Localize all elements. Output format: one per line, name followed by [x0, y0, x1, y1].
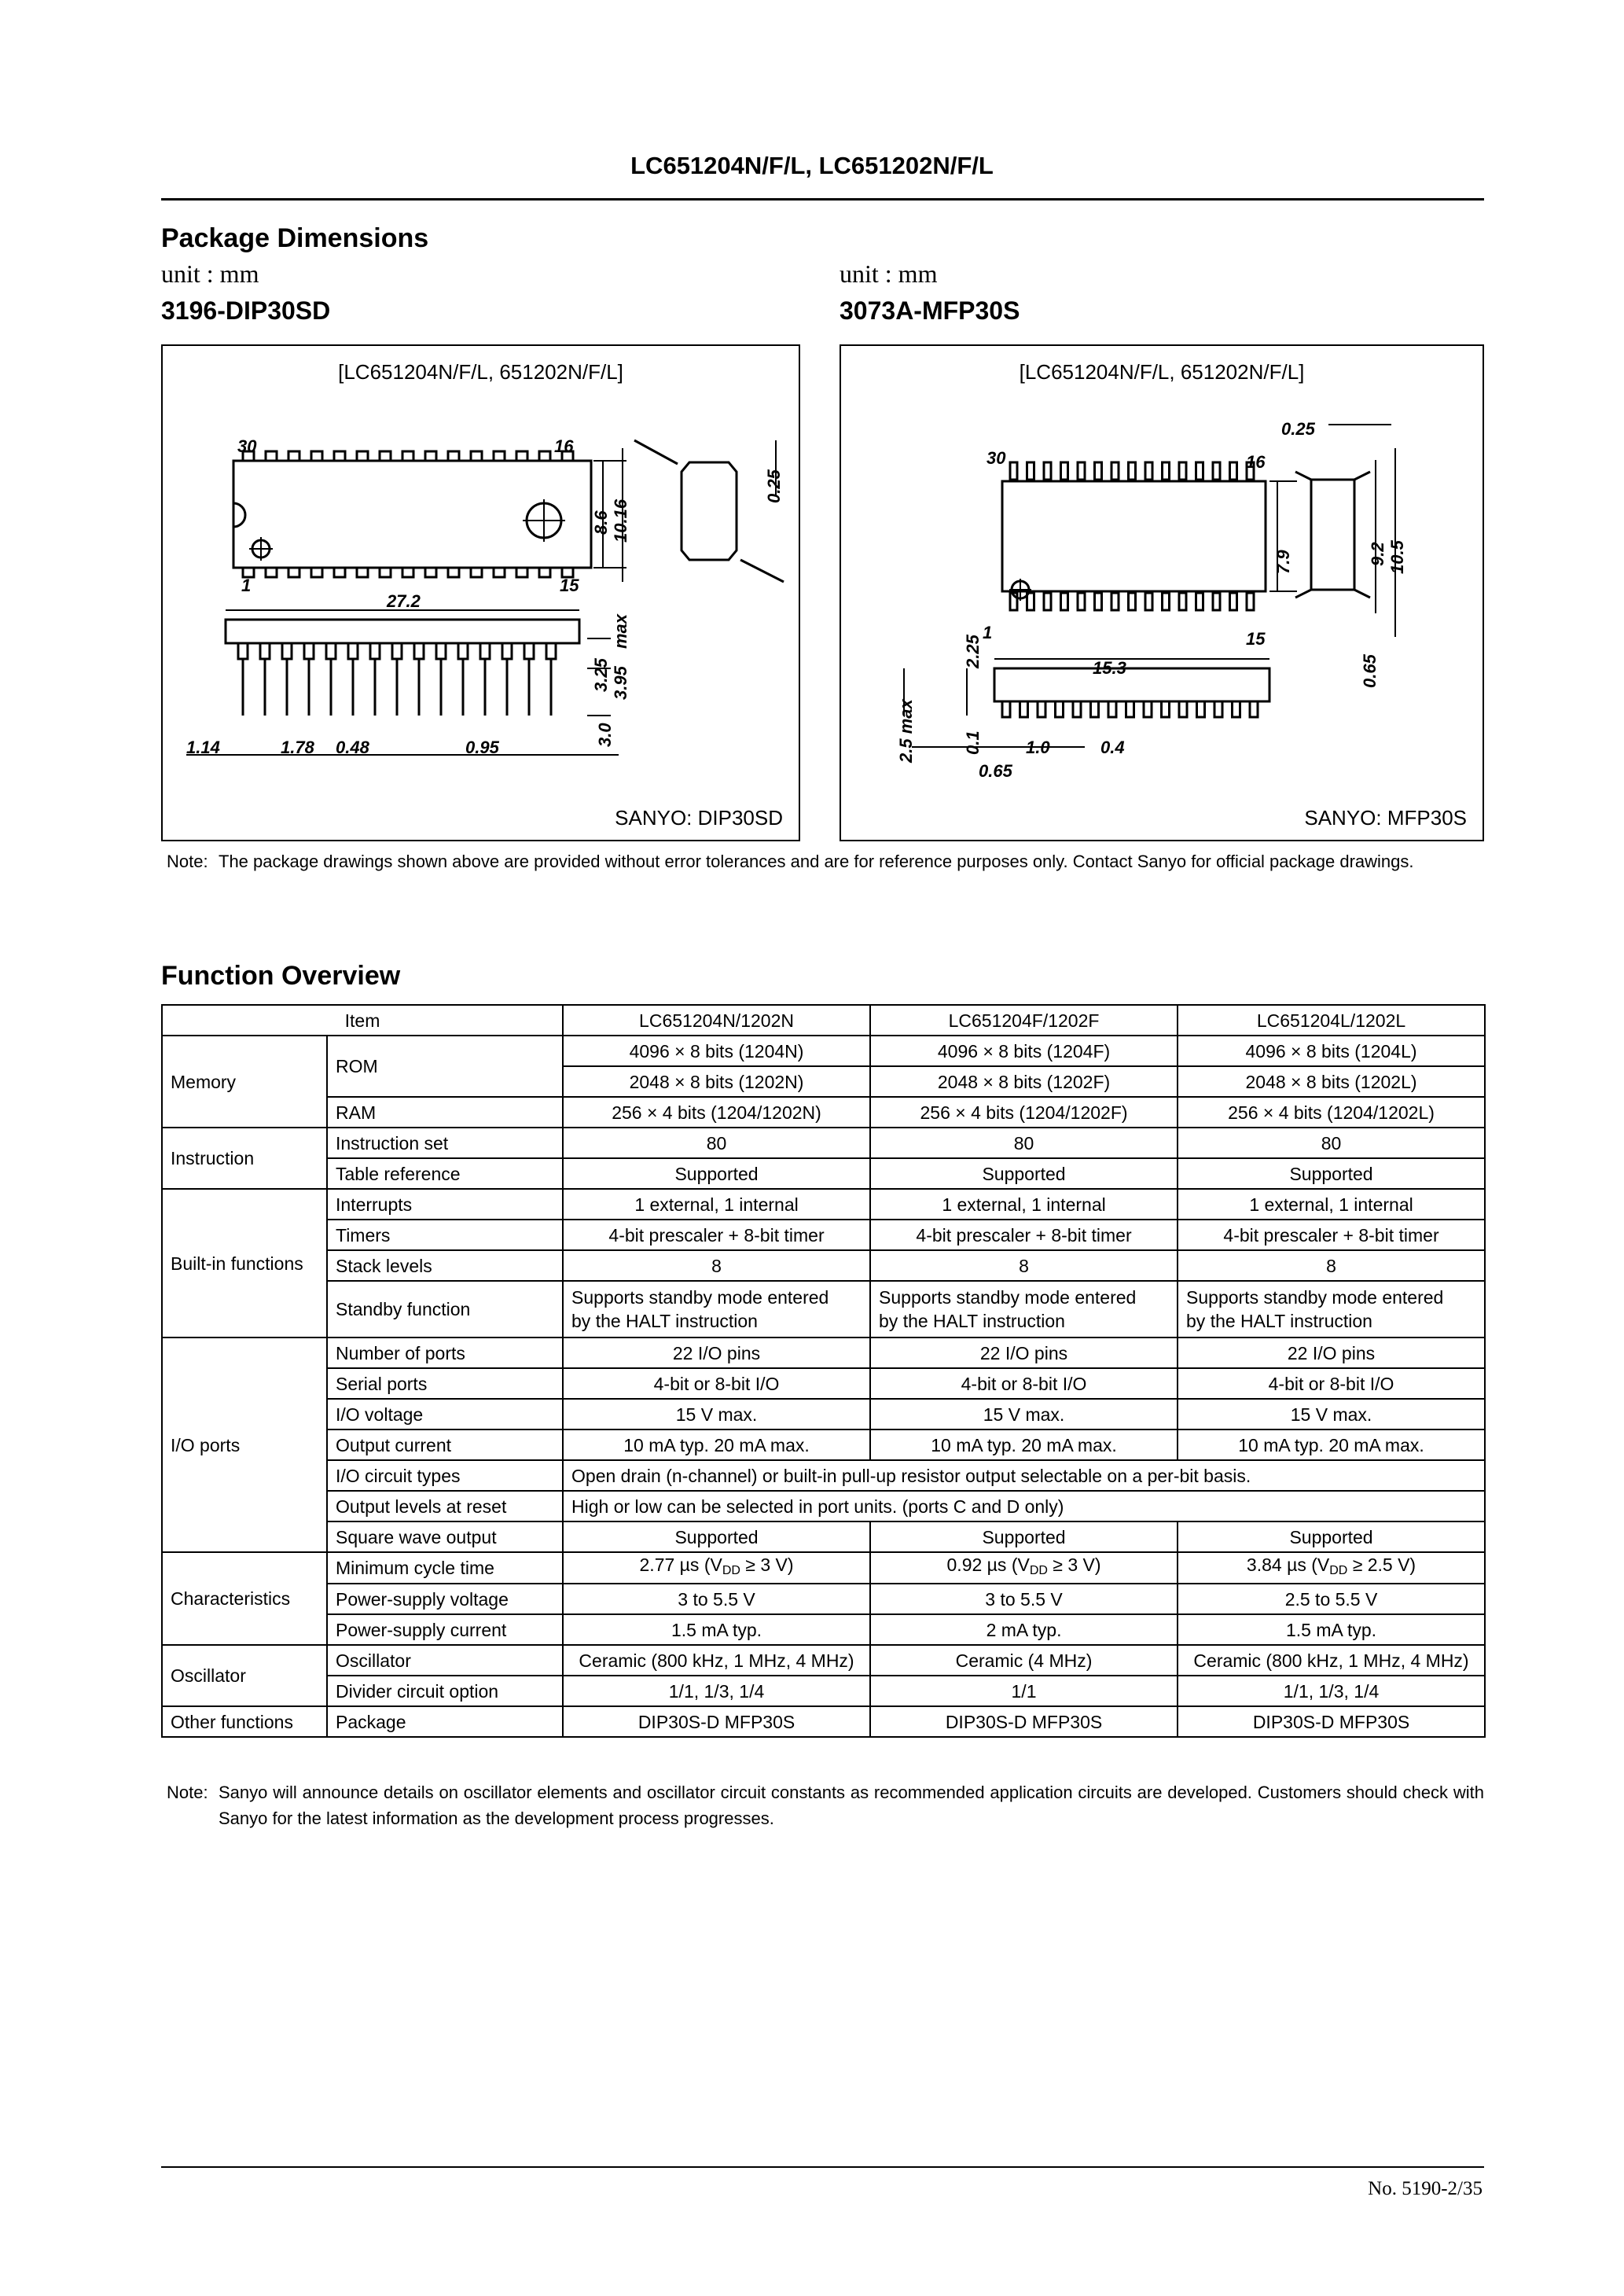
- table-row: [162, 1399, 1485, 1429]
- dip-dim-3-0: 3.0: [595, 723, 615, 747]
- cell: 4-bit or 8-bit I/O: [870, 1368, 1178, 1399]
- dip-bottom-pin: [516, 568, 527, 577]
- cell: Ceramic (800 kHz, 1 MHz, 4 MHz): [563, 1645, 870, 1676]
- cell: DIP30S-D MFP30S: [563, 1706, 870, 1737]
- dip-top-pin: [448, 451, 459, 461]
- dip-bottom-pin: [425, 568, 436, 577]
- cell: Ceramic (4 MHz): [870, 1645, 1178, 1676]
- min-cycle-pre: 2.77 µs (V: [639, 1555, 722, 1575]
- mfp-dim-10-5: 10.5: [1387, 540, 1407, 574]
- group-characteristics: Characteristics: [162, 1552, 327, 1645]
- mfp-lower-pin: [1020, 701, 1028, 717]
- mfp-dim-0-1: 0.1: [963, 730, 983, 755]
- table-row: [162, 1337, 1485, 1368]
- cell: 8: [1178, 1250, 1485, 1281]
- cell: 80: [1178, 1128, 1485, 1158]
- dip-dim-1-14: 1.14: [186, 738, 220, 757]
- dip-bottom-pin: [357, 568, 368, 577]
- dip30sd-drawing-box: [161, 344, 800, 841]
- cell: Supported: [870, 1521, 1178, 1552]
- document-header-title: LC651204N/F/L, LC651202N/F/L: [630, 152, 994, 179]
- dip-lower-pin-shoulder: [436, 643, 446, 659]
- mfp-lower-pin: [1250, 701, 1258, 717]
- dip-top-pin: [311, 451, 322, 461]
- cell: High or low can be selected in port units. (ports C and D only): [563, 1491, 1485, 1521]
- min-cycle-post: ≥ 3 V): [1047, 1555, 1101, 1575]
- mfp-pin30-label: 30: [987, 448, 1006, 468]
- cell: Supported: [1178, 1158, 1485, 1189]
- mfp-dim-0-65b: 0.65: [979, 761, 1012, 781]
- function-note-text: Sanyo will announce details on oscillator elements and oscillator circuit constants as recommended application circuits are developed. Customers should check with Sanyo for the latest information as the development process progresses.: [219, 1783, 1484, 1828]
- function-overview-title: Function Overview: [161, 961, 401, 991]
- dip-top-pin: [357, 451, 368, 461]
- cell: 1 external, 1 internal: [1178, 1189, 1485, 1220]
- cell: 4096 × 8 bits (1204N): [563, 1036, 870, 1066]
- cell: 2.5 to 5.5 V: [1178, 1584, 1485, 1614]
- cell: 4-bit prescaler + 8-bit timer: [1178, 1220, 1485, 1250]
- row-label: Minimum cycle time: [327, 1552, 563, 1584]
- dip-top-pin: [402, 451, 413, 461]
- dip-lower-pin-shoulder: [546, 643, 556, 659]
- mfp-lower-pin: [1126, 701, 1134, 717]
- page-number: No. 5190-2/35: [1368, 2178, 1483, 2199]
- mfp-bottom-pin: [1247, 593, 1254, 610]
- row-label: Number of ports: [327, 1337, 563, 1368]
- right-unit-label: unit : mm: [840, 259, 938, 288]
- standby-line1: Supports standby mode entered: [571, 1287, 829, 1308]
- mfp-bottom-pin: [1061, 593, 1068, 610]
- cell: 4-bit or 8-bit I/O: [563, 1368, 870, 1399]
- mfp-dim-15-3: 15.3: [1093, 658, 1126, 678]
- dip-top-pin: [266, 451, 277, 461]
- cell: Supported: [1178, 1521, 1485, 1552]
- dip-dim-max: max: [611, 613, 630, 649]
- cell: 8: [870, 1250, 1178, 1281]
- mfp-dim-0-25: 0.25: [1281, 419, 1315, 439]
- table-row: [162, 1491, 1485, 1521]
- cell: 4096 × 8 bits (1204F): [870, 1036, 1178, 1066]
- mfp-top-pin: [1061, 462, 1068, 480]
- dip-pin15-label: 15: [560, 576, 579, 595]
- dip-lower-pin-shoulder: [392, 643, 402, 659]
- cell: [563, 1281, 870, 1337]
- min-cycle-sub: DD: [722, 1564, 740, 1577]
- min-cycle-post: ≥ 2.5 V): [1347, 1555, 1416, 1575]
- dip-pin30-label: 30: [237, 436, 257, 456]
- row-label: Output current: [327, 1429, 563, 1460]
- min-cycle-pre: 3.84 µs (V: [1246, 1555, 1330, 1575]
- dip-dim-0-48: 0.48: [336, 738, 369, 757]
- mfp-top-pin: [1230, 462, 1237, 480]
- row-label: I/O voltage: [327, 1399, 563, 1429]
- cell: 4096 × 8 bits (1204L): [1178, 1036, 1485, 1066]
- row-label: Power-supply current: [327, 1614, 563, 1645]
- cell: 1/1, 1/3, 1/4: [1178, 1676, 1485, 1706]
- cell: 1/1: [870, 1676, 1178, 1706]
- cell: [870, 1552, 1178, 1584]
- cell: 256 × 4 bits (1204/1202F): [870, 1097, 1178, 1128]
- cell: 15 V max.: [563, 1399, 870, 1429]
- table-row: [162, 1158, 1485, 1189]
- function-note-label: Note:: [167, 1783, 208, 1802]
- dip-top-pin: [516, 451, 527, 461]
- cell: [1178, 1281, 1485, 1337]
- mfp-top-pin: [1044, 462, 1051, 480]
- mfp-lower-pin: [1233, 701, 1240, 717]
- min-cycle-sub: DD: [1329, 1564, 1348, 1577]
- dip-dim-3-25: 3.25: [591, 658, 611, 692]
- mfp-body-outline: [1002, 481, 1266, 591]
- standby-line2: by the HALT instruction: [1186, 1311, 1372, 1331]
- row-label: Stack levels: [327, 1250, 563, 1281]
- left-unit-label: unit : mm: [161, 259, 259, 288]
- mfp-top-pin: [1129, 462, 1136, 480]
- package-note-text: The package drawings shown above are provided without error tolerances and are for reference purposes only. Contact Sanyo for official package drawings.: [219, 852, 1414, 871]
- dip-dim-0-25: 0.25: [764, 469, 784, 503]
- mfp30s-caption: [LC651204N/F/L, 651202N/F/L]: [1019, 360, 1305, 384]
- row-label: Interrupts: [327, 1189, 563, 1220]
- dip-bottom-pin: [311, 568, 322, 577]
- dip-dim-27-2: 27.2: [387, 591, 421, 611]
- mfp-lower-pin: [1179, 701, 1187, 717]
- min-cycle-pre: 0.92 µs (V: [946, 1555, 1030, 1575]
- cell: 2048 × 8 bits (1202N): [563, 1066, 870, 1097]
- mfp-bottom-pin: [1044, 593, 1051, 610]
- cell: 10 mA typ. 20 mA max.: [870, 1429, 1178, 1460]
- mfp-dim-9-2: 9.2: [1368, 542, 1387, 566]
- dip-lower-pin-shoulder: [238, 643, 248, 659]
- mfp-dim-0-4: 0.4: [1100, 738, 1125, 757]
- standby-line1: Supports standby mode entered: [1186, 1287, 1444, 1308]
- cell: [870, 1281, 1178, 1337]
- row-label: Package: [327, 1706, 563, 1737]
- mfp-top-pin: [1196, 462, 1203, 480]
- package-note-label: Note:: [167, 852, 208, 871]
- cell: DIP30S-D MFP30S: [1178, 1706, 1485, 1737]
- cell: 3 to 5.5 V: [870, 1584, 1178, 1614]
- header-rule: [161, 198, 1484, 201]
- cell: 22 I/O pins: [1178, 1337, 1485, 1368]
- mfp-bottom-pin: [1129, 593, 1136, 610]
- cell: 1.5 mA typ.: [1178, 1614, 1485, 1645]
- cell: 8: [563, 1250, 870, 1281]
- cell: 2048 × 8 bits (1202F): [870, 1066, 1178, 1097]
- cell: Ceramic (800 kHz, 1 MHz, 4 MHz): [1178, 1645, 1485, 1676]
- row-label: Output levels at reset: [327, 1491, 563, 1521]
- group-other: Other functions: [162, 1706, 327, 1737]
- dip-top-pin: [380, 451, 391, 461]
- row-label: RAM: [327, 1097, 563, 1128]
- dip-lower-pin-shoulder: [480, 643, 490, 659]
- row-label: Square wave output: [327, 1521, 563, 1552]
- package-note: [167, 848, 1484, 874]
- standby-line2: by the HALT instruction: [571, 1311, 758, 1331]
- mfp-lower-pin: [1197, 701, 1205, 717]
- mfp30s-drawing: [841, 346, 1486, 843]
- package-dimensions-title: Package Dimensions: [161, 223, 429, 253]
- dip-dim-10-16: 10.16: [611, 499, 630, 543]
- table-row: [162, 1368, 1485, 1399]
- mfp-bottom-pin: [1213, 593, 1220, 610]
- function-note: [167, 1779, 1484, 1831]
- mfp30s-drawing-box: [840, 344, 1484, 841]
- header-item: Item: [162, 1005, 563, 1036]
- mfp-pin15-label: 15: [1246, 629, 1266, 649]
- dip-top-pin: [288, 451, 299, 461]
- dip-lower-pin-shoulder: [458, 643, 468, 659]
- mfp-lower-pin: [1038, 701, 1045, 717]
- cell: [1178, 1552, 1485, 1584]
- row-label: Oscillator: [327, 1645, 563, 1676]
- mfp-top-pin: [1163, 462, 1170, 480]
- cell: 4-bit or 8-bit I/O: [1178, 1368, 1485, 1399]
- function-overview-table: [161, 1004, 1486, 1738]
- row-label: I/O circuit types: [327, 1460, 563, 1491]
- mfp-top-pin: [1078, 462, 1085, 480]
- mfp-bottom-pin: [1163, 593, 1170, 610]
- mfp-dim-2-5max: 2.5 max: [896, 699, 916, 763]
- table-row: [162, 1521, 1485, 1552]
- mfp-lower-pin: [1162, 701, 1170, 717]
- mfp-top-pin: [1213, 462, 1220, 480]
- mfp-top-pin: [1111, 462, 1119, 480]
- header-col1: LC651204N/1202N: [563, 1005, 870, 1036]
- dip-lower-pin-shoulder: [304, 643, 314, 659]
- table-row: [162, 1128, 1485, 1158]
- min-cycle-post: ≥ 3 V): [740, 1555, 794, 1575]
- dip-top-pin: [334, 451, 345, 461]
- table-row: [162, 1552, 1485, 1584]
- row-label: Standby function: [327, 1281, 563, 1337]
- mfp-lower-pin: [1002, 701, 1010, 717]
- mfp-bottom-pin: [1095, 593, 1102, 610]
- dip-lower-pin-shoulder: [370, 643, 380, 659]
- cell: 1 external, 1 internal: [563, 1189, 870, 1220]
- min-cycle-sub: DD: [1029, 1564, 1048, 1577]
- dip-bottom-pin: [402, 568, 413, 577]
- dip-dim-8-6: 8.6: [591, 510, 611, 535]
- mfp-dim-1-0: 1.0: [1026, 738, 1050, 757]
- dip-top-pin: [425, 451, 436, 461]
- dip-bottom-pin: [334, 568, 345, 577]
- dip-bottom-pin: [288, 568, 299, 577]
- standby-line1: Supports standby mode entered: [879, 1287, 1137, 1308]
- row-label: Divider circuit option: [327, 1676, 563, 1706]
- mfp-lower-pin: [1056, 701, 1064, 717]
- group-builtin: Built-in functions: [162, 1189, 327, 1337]
- table-row: [162, 1645, 1485, 1676]
- mfp-lower-pin: [1091, 701, 1099, 717]
- dip-bottom-pin: [494, 568, 505, 577]
- mfp-top-pin: [1179, 462, 1186, 480]
- row-label: Instruction set: [327, 1128, 563, 1158]
- cell: 4-bit prescaler + 8-bit timer: [870, 1220, 1178, 1250]
- dip-lower-pin-shoulder: [524, 643, 534, 659]
- cell: 15 V max.: [1178, 1399, 1485, 1429]
- cell: 1 external, 1 internal: [870, 1189, 1178, 1220]
- dip30sd-sanyo-label: SANYO: DIP30SD: [615, 806, 783, 830]
- cell: Supported: [870, 1158, 1178, 1189]
- table-row: [162, 1189, 1485, 1220]
- cell: 15 V max.: [870, 1399, 1178, 1429]
- mfp30s-sanyo-label: SANYO: MFP30S: [1304, 806, 1467, 830]
- group-instruction: Instruction: [162, 1128, 327, 1189]
- table-row: [162, 1584, 1485, 1614]
- dip-dim-3-95: 3.95: [611, 666, 630, 700]
- mfp-lower-pin: [1144, 701, 1152, 717]
- dip-pin1-label: 1: [241, 576, 252, 595]
- table-row: [162, 1460, 1485, 1491]
- row-label: Power-supply voltage: [327, 1584, 563, 1614]
- row-label: Table reference: [327, 1158, 563, 1189]
- dip-dim-0-95: 0.95: [465, 738, 499, 757]
- mfp-dim-2-25: 2.25: [963, 635, 983, 668]
- mfp-lower-pin: [1073, 701, 1081, 717]
- dip-lower-pin-shoulder: [326, 643, 336, 659]
- table-header-row: [162, 1005, 1485, 1036]
- cell: 3 to 5.5 V: [563, 1584, 870, 1614]
- table-row: [162, 1220, 1485, 1250]
- dip-top-pin: [471, 451, 482, 461]
- dip-pin16-label: 16: [554, 436, 574, 456]
- group-io: I/O ports: [162, 1337, 327, 1552]
- cell: 10 mA typ. 20 mA max.: [1178, 1429, 1485, 1460]
- mfp-top-pin: [1027, 462, 1034, 480]
- table-row: [162, 1281, 1485, 1337]
- cell: 80: [870, 1128, 1178, 1158]
- table-row: [162, 1036, 1485, 1066]
- table-row: [162, 1250, 1485, 1281]
- cell: Supported: [563, 1158, 870, 1189]
- dip-bottom-pin: [266, 568, 277, 577]
- dip-lower-pin-shoulder: [348, 643, 358, 659]
- dip-lower-pin-shoulder: [502, 643, 512, 659]
- table-row: [162, 1429, 1485, 1460]
- row-label: Timers: [327, 1220, 563, 1250]
- mfp-bottom-pin: [1179, 593, 1186, 610]
- dip30sd-caption: [LC651204N/F/L, 651202N/F/L]: [338, 360, 623, 384]
- cell: 80: [563, 1128, 870, 1158]
- row-label: Serial ports: [327, 1368, 563, 1399]
- group-oscillator: Oscillator: [162, 1645, 327, 1706]
- mfp-dim-7-9: 7.9: [1273, 550, 1293, 574]
- cell: 2048 × 8 bits (1202L): [1178, 1066, 1485, 1097]
- mfp-bottom-pin: [1196, 593, 1203, 610]
- dip-bottom-pin: [380, 568, 391, 577]
- dip30sd-drawing: [163, 346, 802, 843]
- dip-bottom-pin: [448, 568, 459, 577]
- cell: 2 mA typ.: [870, 1614, 1178, 1645]
- mfp-pin1-label: 1: [983, 623, 993, 642]
- mfp-pin16-label: 16: [1246, 452, 1266, 472]
- cell: 256 × 4 bits (1204/1202L): [1178, 1097, 1485, 1128]
- dip-bottom-pin: [471, 568, 482, 577]
- cell: DIP30S-D MFP30S: [870, 1706, 1178, 1737]
- cell: 22 I/O pins: [563, 1337, 870, 1368]
- mfp-dim-0-65: 0.65: [1360, 654, 1380, 688]
- dip-bottom-pin: [539, 568, 550, 577]
- cell: 1/1, 1/3, 1/4: [563, 1676, 870, 1706]
- mfp-bottom-pin: [1145, 593, 1152, 610]
- mfp-lower-pin: [1214, 701, 1222, 717]
- dip-dim-1-78: 1.78: [281, 738, 314, 757]
- header-col3: LC651204L/1202L: [1178, 1005, 1485, 1036]
- cell: Open drain (n-channel) or built-in pull-up resistor output selectable on a per-bit basis.: [563, 1460, 1485, 1491]
- mfp-top-pin: [1145, 462, 1152, 480]
- group-memory: Memory: [162, 1036, 327, 1128]
- left-package-name: 3196-DIP30SD: [161, 296, 331, 325]
- standby-line2: by the HALT instruction: [879, 1311, 1065, 1331]
- cell: Supported: [563, 1521, 870, 1552]
- right-package-name: 3073A-MFP30S: [840, 296, 1020, 325]
- mfp-lower-pin: [1108, 701, 1116, 717]
- table-row: [162, 1706, 1485, 1737]
- mfp-top-pin: [1095, 462, 1102, 480]
- dip-lower-pin-shoulder: [414, 643, 424, 659]
- header-col2: LC651204F/1202F: [870, 1005, 1178, 1036]
- dip-lower-pin-shoulder: [260, 643, 270, 659]
- mfp-top-pin: [1010, 462, 1017, 480]
- mfp-bottom-pin: [1078, 593, 1085, 610]
- cell: 10 mA typ. 20 mA max.: [563, 1429, 870, 1460]
- table-row: [162, 1097, 1485, 1128]
- table-row: [162, 1676, 1485, 1706]
- row-label: ROM: [327, 1036, 563, 1097]
- dip-top-pin: [539, 451, 550, 461]
- mfp-bottom-pin: [1111, 593, 1119, 610]
- cell: 4-bit prescaler + 8-bit timer: [563, 1220, 870, 1250]
- footer-rule: [161, 2166, 1484, 2168]
- dip-lower-pin-shoulder: [282, 643, 292, 659]
- cell: 256 × 4 bits (1204/1202N): [563, 1097, 870, 1128]
- dip-body-outline: [233, 461, 591, 568]
- cell: [563, 1552, 870, 1584]
- mfp-bottom-pin: [1230, 593, 1237, 610]
- dip-top-pin: [494, 451, 505, 461]
- table-row: [162, 1614, 1485, 1645]
- cell: 22 I/O pins: [870, 1337, 1178, 1368]
- cell: 1.5 mA typ.: [563, 1614, 870, 1645]
